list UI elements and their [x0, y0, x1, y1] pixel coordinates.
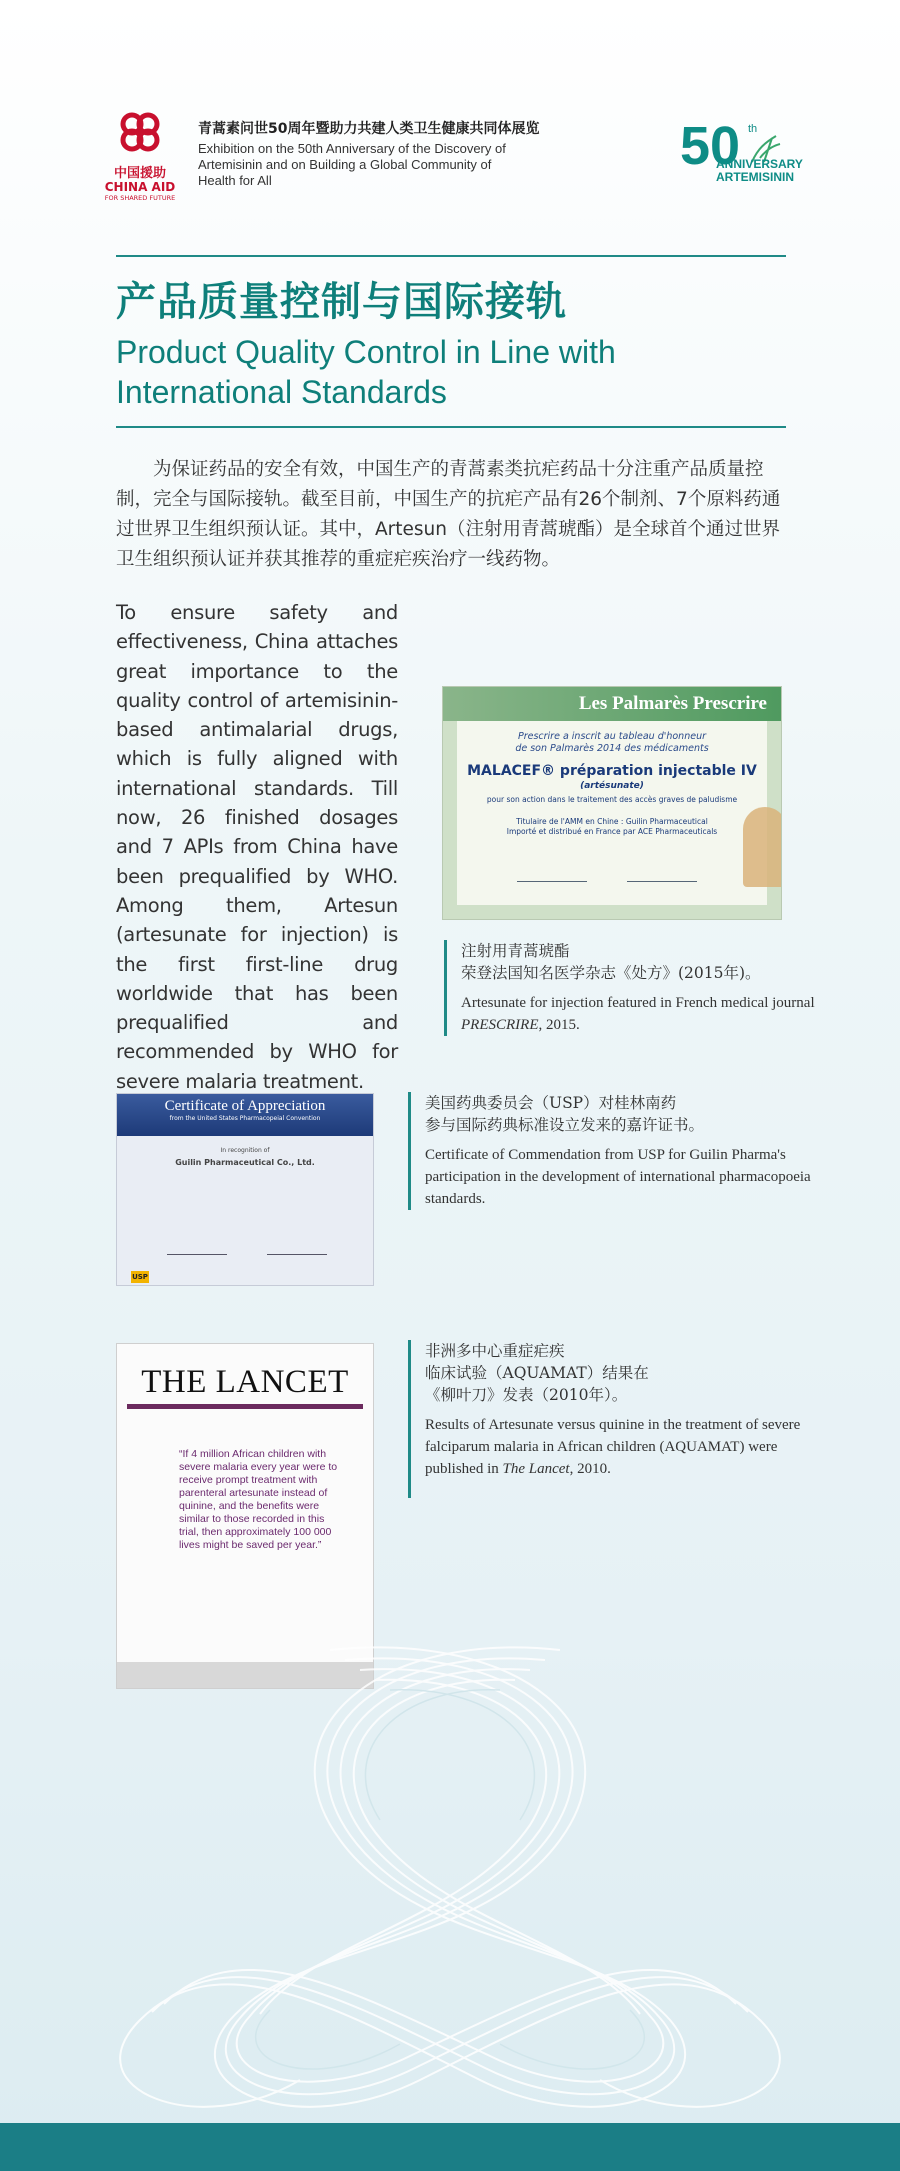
exhibition-title-en-1: Exhibition on the 50th Anniversary of the Discovery of: [198, 141, 506, 156]
bottom-band: [0, 2123, 900, 2171]
anniv-number: 50: [680, 118, 741, 168]
signature-line-left: [517, 881, 587, 882]
lancet-masthead: THE LANCET: [141, 1364, 349, 1400]
usp-badge: USP: [132, 1273, 148, 1281]
prescrire-inn: (artésunate): [580, 781, 644, 791]
title-rule-bottom: [116, 426, 786, 428]
intro-paragraph-en: To ensure safety and effectiveness, China attaches great importance to the quality control of artemisinin-based antimalarial drugs, which is fully aligned with international standards. Till now, 26 finished dosages and 7 APIs from China have been prequalified by WHO. Among them, Artesun (artesunate for injection) is the first first-line drug worldwide that has been prequalified and recommended by WHO for severe malaria treatment.: [116, 601, 398, 1093]
anniversary-logo: [680, 118, 803, 190]
caption-lancet-cn-2: 临床试验（AQUAMAT）结果在: [425, 1364, 649, 1382]
caption-lancet-en: [425, 1414, 811, 1480]
caption-prescrire-en: [461, 992, 821, 1036]
caption-usp-cn-1: 美国药典委员会（USP）对桂林南药: [425, 1094, 677, 1112]
prescrire-line1a: Prescrire a inscrit au tableau d'honneur: [517, 731, 706, 742]
logo-sub-text: FOR SHARED FUTURE: [104, 194, 176, 202]
page-title-en-line-2: International Standards: [116, 374, 447, 410]
prescrire-holder-line: Titulaire de l'AMM en Chine : Guilin Pharmaceutical: [516, 817, 708, 826]
lancet-quote: “If 4 million African children with severe malaria every year were to receive prompt treatment with parenteral artesunate instead of quinine, and the benefits were similar to those recorded in this trial, then approximately 100 000 lives might be saved per year.”: [179, 1448, 338, 1551]
title-rule-top: [116, 255, 786, 257]
exhibition-title-cn: 青蒿素问世50周年暨助力共建人类卫生健康共同体展览: [198, 121, 540, 137]
prescrire-certificate: [442, 686, 782, 920]
caption-lancet-en-journal: The Lancet: [502, 1461, 570, 1477]
usp-certificate-body: [127, 1146, 363, 1170]
usp-recognition: In recognition of: [220, 1147, 270, 1154]
usp-certificate-title: Certificate of Appreciation: [164, 1098, 326, 1114]
page-title-en: [116, 332, 776, 412]
prescrire-holder: [457, 817, 767, 837]
prescrire-product: MALACEF® préparation injectable IV: [467, 763, 757, 779]
exhibition-title-en-2: Artemisinin and on Building a Global Community of: [198, 157, 492, 172]
illustration-figure: [743, 807, 782, 887]
caption-prescrire-en-pre: Artesunate for injection featured in French medical journal: [461, 995, 815, 1011]
caption-prescrire-en-post: , 2015.: [538, 1017, 580, 1033]
prescrire-distributor-line: Importé et distribué en France par ACE Pharmaceuticals: [506, 827, 718, 836]
exhibition-title-en-3: Health for All: [198, 173, 272, 188]
prescrire-line1b: de son Palmarès 2014 des médicaments: [515, 743, 709, 754]
usp-signature-right: [267, 1254, 327, 1255]
page-title-en-line-1: Product Quality Control in Line with: [116, 334, 616, 370]
logo-cn-text: 中国援助: [113, 166, 166, 181]
usp-certificate-subtitle: from the United States Pharmacopeial Convention: [169, 1115, 321, 1122]
caption-lancet-cn-3: 《柳叶刀》发表（2010年）。: [425, 1386, 628, 1404]
logo-en-text: CHINA AID: [104, 180, 176, 194]
caption-prescrire: [444, 940, 821, 1036]
prescrire-line1: [457, 731, 767, 755]
page-title-cn: 产品质量控制与国际接轨: [116, 279, 567, 325]
caption-lancet: [408, 1340, 811, 1498]
anniv-suffix: th: [748, 123, 758, 135]
usp-certificate: [116, 1093, 374, 1286]
decorative-ribbon-knot: [0, 1640, 900, 2130]
anniv-name: ARTEMISININ: [716, 170, 794, 184]
prescrire-banner-text: Les Palmarès Prescrire: [578, 693, 767, 714]
prescrire-reason: pour son action dans le traitement des accès graves de paludisme: [486, 795, 738, 804]
lancet-bar: [127, 1404, 363, 1409]
caption-prescrire-cn-1: 注射用青蒿琥酯: [461, 942, 570, 960]
caption-prescrire-cn-2: 荣登法国知名医学杂志《处方》(2015年)。: [461, 964, 761, 982]
china-knot-icon: [116, 108, 164, 156]
caption-lancet-cn-1: 非洲多中心重症疟疾: [425, 1342, 565, 1360]
prescrire-certificate-body: [457, 721, 767, 905]
anniv-label: ANNIVERSARY: [716, 157, 803, 171]
caption-lancet-en-pre: Results of Artesunate versus quinine in the treatment of severe falciparum malaria in African children (AQUAMAT) were published in: [425, 1417, 801, 1477]
usp-certificate-header: [117, 1094, 373, 1136]
usp-company: Guilin Pharmaceutical Co., Ltd.: [175, 1158, 315, 1167]
prescrire-banner: [443, 687, 781, 721]
lancet-cover: [116, 1343, 374, 1689]
caption-usp: [408, 1092, 811, 1210]
caption-prescrire-en-journal: PRESCRIRE: [461, 1017, 539, 1033]
caption-usp-en: Certificate of Commendation from USP for Guilin Pharma's participation in the development of international pharmacopoeia standards.: [425, 1147, 811, 1207]
usp-signature-left: [167, 1254, 227, 1255]
caption-lancet-en-post: , 2010.: [569, 1461, 611, 1477]
exhibition-title: [198, 118, 598, 189]
china-aid-logo: [100, 108, 180, 200]
signature-line-right: [627, 881, 697, 882]
caption-usp-cn-2: 参与国际药典标准设立发来的嘉许证书。: [425, 1116, 705, 1134]
intro-paragraph-cn: 为保证药品的安全有效，中国生产的青蒿素类抗疟药品十分注重产品质量控制，完全与国际接轨。截至目前，中国生产的抗疟产品有26个制剂、7个原料药通过世界卫生组织预认证。其中，Artesun（注射用青蒿琥酯）是全球首个通过世界卫生组织预认证并获其推荐的重症疟疾治疗一线药物。: [116, 459, 781, 570]
